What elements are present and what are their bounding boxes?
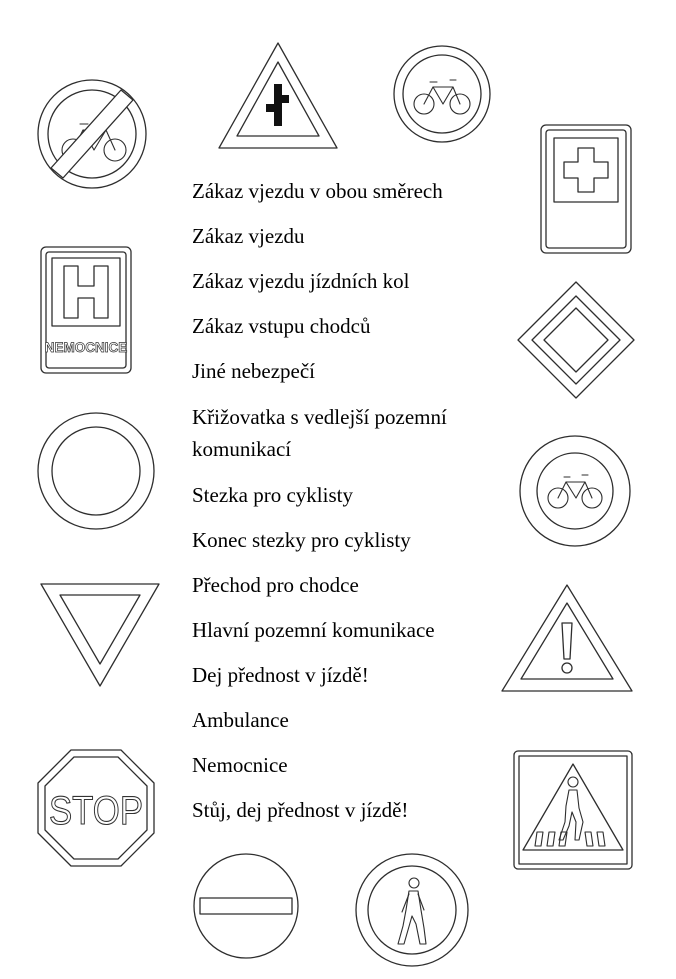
no-pedestrians-sign	[354, 852, 470, 968]
label-dej-prednost: Dej přednost v jízdě!	[192, 663, 369, 687]
stop-text: STOP	[49, 789, 143, 833]
hospital-caption: NEMOCNICE	[44, 340, 128, 355]
sign-name-list	[192, 176, 522, 840]
bicycle-path-sign	[392, 44, 492, 144]
no-entry-sign	[36, 411, 156, 531]
label-stuj-dej-prednost: Stůj, dej přednost v jízdě!	[192, 798, 409, 822]
label-konec-stezky: Konec stezky pro cyklisty	[192, 528, 411, 552]
end-bicycle-path-sign	[518, 434, 632, 548]
label-zakaz-vjezdu: Zákaz vjezdu	[192, 224, 305, 248]
give-way-sign	[38, 580, 162, 690]
main-road-sign	[516, 280, 636, 400]
label-ambulance: Ambulance	[192, 708, 289, 732]
no-bicycles-sign	[36, 78, 148, 190]
crossroad-minor-road-sign	[216, 40, 340, 152]
pedestrian-crossing-sign	[513, 750, 633, 870]
label-hlavni-pozemni-komunikace: Hlavní pozemní komunikace	[192, 618, 435, 642]
label-stezka-pro-cyklisty: Stezka pro cyklisty	[192, 483, 353, 507]
label-prechod-pro-chodce: Přechod pro chodce	[192, 573, 359, 597]
label-zakaz-vstupu-chodcu: Zákaz vstupu chodců	[192, 314, 371, 338]
label-zakaz-vjezdu-obou-smerech: Zákaz vjezdu v obou směrech	[192, 179, 443, 203]
ambulance-sign	[540, 124, 632, 254]
no-entry-one-way-sign	[192, 852, 300, 960]
label-nemocnice: Nemocnice	[192, 753, 288, 777]
label-krizovatka-vedlejsi: Křižovatka s vedlejší pozemní komunikací	[192, 405, 447, 461]
label-zakaz-vjezdu-jizdnich-kol: Zákaz vjezdu jízdních kol	[192, 269, 410, 293]
stop-sign	[36, 748, 156, 868]
label-jine-nebezpeci: Jiné nebezpečí	[192, 359, 316, 383]
hospital-sign	[40, 246, 132, 374]
